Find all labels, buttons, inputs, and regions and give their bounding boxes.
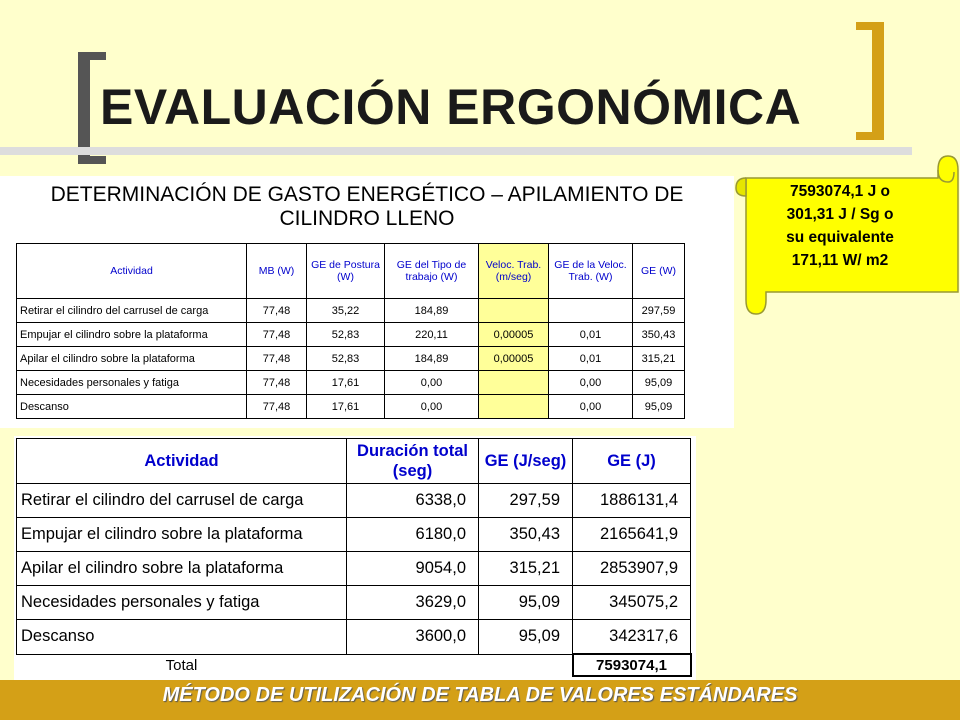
total-label: Total bbox=[165, 656, 198, 674]
table-cell: 52,83 bbox=[307, 347, 385, 371]
table-cell: 0,01 bbox=[549, 323, 633, 347]
callout-line-4: 171,11 W/ m2 bbox=[791, 252, 889, 269]
table-cell bbox=[479, 299, 549, 323]
table-cell: 0,00 bbox=[549, 395, 633, 419]
table-row bbox=[17, 518, 691, 552]
table-cell: Descanso bbox=[17, 620, 347, 655]
table-cell: 52,83 bbox=[307, 323, 385, 347]
table-cell: Necesidades personales y fatiga bbox=[17, 586, 347, 620]
table-cell: 220,11 bbox=[385, 323, 479, 347]
table-header-cell: Veloc. Trab. (m/seg) bbox=[479, 244, 549, 299]
table-header-cell: Duración total (seg) bbox=[347, 439, 479, 484]
title-bracket-right-top bbox=[856, 22, 884, 30]
table-cell bbox=[549, 299, 633, 323]
table-cell: 77,48 bbox=[247, 299, 307, 323]
table-row bbox=[17, 484, 691, 518]
table-cell: 17,61 bbox=[307, 371, 385, 395]
table-cell: 9054,0 bbox=[347, 552, 479, 586]
table-cell: Apilar el cilindro sobre la plataforma bbox=[17, 347, 247, 371]
table-cell: 95,09 bbox=[633, 371, 685, 395]
table-row bbox=[17, 299, 685, 323]
table-row bbox=[17, 347, 685, 371]
table-cell: 0,00005 bbox=[479, 323, 549, 347]
table-cell: 0,00 bbox=[385, 395, 479, 419]
table-cell bbox=[479, 371, 549, 395]
table-cell: Necesidades personales y fatiga bbox=[17, 371, 247, 395]
table-cell: 95,09 bbox=[633, 395, 685, 419]
table-header-cell: MB (W) bbox=[247, 244, 307, 299]
table-cell: 6338,0 bbox=[347, 484, 479, 518]
table-cell-empty bbox=[479, 654, 573, 676]
table-cell: 95,09 bbox=[479, 620, 573, 655]
title-bracket-left-top bbox=[78, 52, 106, 60]
table-cell: Descanso bbox=[17, 395, 247, 419]
table-row bbox=[17, 552, 691, 586]
table-cell: 350,43 bbox=[633, 323, 685, 347]
table-cell: Retirar el cilindro del carrusel de carga bbox=[17, 484, 347, 518]
table-cell: 345075,2 bbox=[573, 586, 691, 620]
table-cell: 2853907,9 bbox=[573, 552, 691, 586]
table-cell: Retirar el cilindro del carrusel de carga bbox=[17, 299, 247, 323]
table-cell: 3629,0 bbox=[347, 586, 479, 620]
table-cell: Empujar el cilindro sobre la plataforma bbox=[17, 518, 347, 552]
energy-breakdown-table bbox=[16, 243, 685, 419]
table-row bbox=[17, 371, 685, 395]
table-cell: 3600,0 bbox=[347, 620, 479, 655]
subtitle-line-2: CILINDRO LLENO bbox=[279, 207, 455, 230]
callout-text bbox=[742, 180, 938, 272]
title-bracket-left-bottom bbox=[78, 156, 106, 164]
callout-line-1: 7593074,1 J o bbox=[790, 183, 890, 200]
table-cell bbox=[479, 395, 549, 419]
table-cell: 0,01 bbox=[549, 347, 633, 371]
table-header-cell: GE de Postura (W) bbox=[307, 244, 385, 299]
table-row bbox=[17, 395, 685, 419]
table-header-cell: GE (J) bbox=[573, 439, 691, 484]
table-cell: 2165641,9 bbox=[573, 518, 691, 552]
table-cell: 342317,6 bbox=[573, 620, 691, 655]
table-cell: 77,48 bbox=[247, 395, 307, 419]
table-header-cell: GE del Tipo de trabajo (W) bbox=[385, 244, 479, 299]
energy-total-table bbox=[16, 438, 692, 677]
callout-line-2: 301,31 J / Sg o bbox=[786, 206, 894, 223]
table-cell: 184,89 bbox=[385, 347, 479, 371]
table-total-row bbox=[17, 654, 691, 676]
table-cell: 1886131,4 bbox=[573, 484, 691, 518]
table-cell: 35,22 bbox=[307, 299, 385, 323]
table-cell: 77,48 bbox=[247, 323, 307, 347]
table-row bbox=[17, 620, 691, 655]
page-title: EVALUACIÓN ERGONÓMICA bbox=[100, 79, 802, 135]
subtitle-line-1: DETERMINACIÓN DE GASTO ENERGÉTICO – APILAMIENTO DE bbox=[50, 183, 684, 206]
table-cell: 184,89 bbox=[385, 299, 479, 323]
table-cell: 17,61 bbox=[307, 395, 385, 419]
table-cell: 350,43 bbox=[479, 518, 573, 552]
table-header-cell: GE (W) bbox=[633, 244, 685, 299]
table-cell: 95,09 bbox=[479, 586, 573, 620]
title-bracket-right bbox=[872, 22, 884, 140]
table-header-row bbox=[17, 244, 685, 299]
table-cell: 297,59 bbox=[479, 484, 573, 518]
table-cell: Empujar el cilindro sobre la plataforma bbox=[17, 323, 247, 347]
table-cell: 315,21 bbox=[633, 347, 685, 371]
section-subtitle bbox=[0, 183, 734, 231]
table-header-cell: GE de la Veloc. Trab. (W) bbox=[549, 244, 633, 299]
table-header-cell: GE (J/seg) bbox=[479, 439, 573, 484]
table-header-cell: Actividad bbox=[17, 439, 347, 484]
table-cell-empty bbox=[347, 654, 479, 676]
table-cell: 77,48 bbox=[247, 347, 307, 371]
table-cell: 315,21 bbox=[479, 552, 573, 586]
table-row bbox=[17, 323, 685, 347]
callout-line-3: su equivalente bbox=[786, 229, 894, 246]
table-cell: 297,59 bbox=[633, 299, 685, 323]
table-cell: 6180,0 bbox=[347, 518, 479, 552]
table-cell: Apilar el cilindro sobre la plataforma bbox=[17, 552, 347, 586]
table-header-cell: Actividad bbox=[17, 244, 247, 299]
table-cell: 0,00005 bbox=[479, 347, 549, 371]
table-row bbox=[17, 586, 691, 620]
table-cell: 0,00 bbox=[385, 371, 479, 395]
total-value: 7593074,1 bbox=[573, 654, 691, 676]
footer-text: MÉTODO DE UTILIZACIÓN DE TABLA DE VALORES ESTÁNDARES bbox=[162, 684, 798, 706]
table-cell: 77,48 bbox=[247, 371, 307, 395]
table-header-row bbox=[17, 439, 691, 484]
table-cell: 0,00 bbox=[549, 371, 633, 395]
title-bracket-right-bottom bbox=[856, 132, 884, 140]
